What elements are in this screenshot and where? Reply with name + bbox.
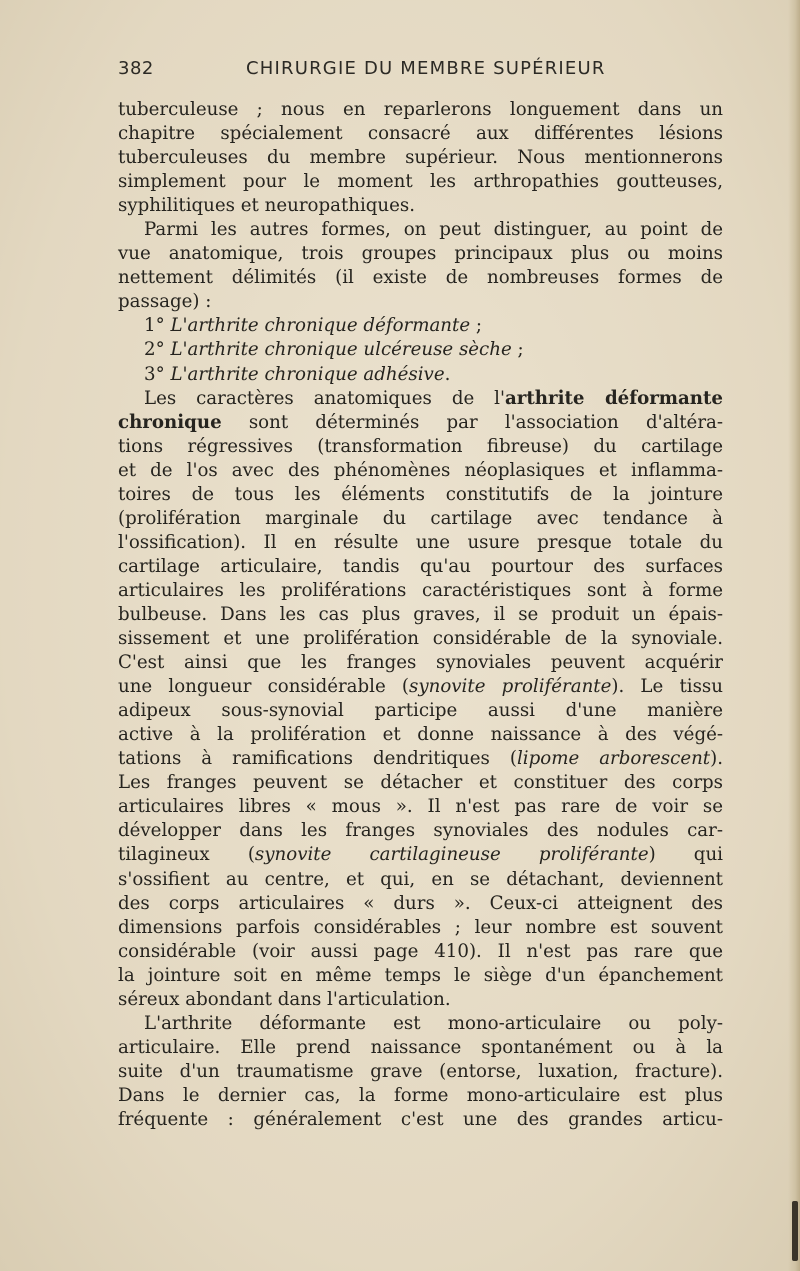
text-line: suite d'un traumatisme grave (entorse, luxation, fracture). — [118, 1060, 723, 1082]
text-run: une longueur considérable ( — [118, 676, 410, 698]
text-line — [118, 843, 723, 867]
text-line — [118, 675, 723, 699]
list-item — [118, 338, 723, 362]
list-marker: 1° — [144, 315, 171, 337]
running-head — [118, 58, 723, 86]
list-item-text: L'arthrite chronique déformante — [170, 315, 471, 337]
text-run: Les caractères anatomiques de l' — [144, 387, 505, 409]
text-run: tilagineux ( — [118, 844, 255, 866]
page-edge — [788, 0, 800, 1271]
list-item-punct: . — [444, 363, 451, 385]
text-line: articulaires libres « mous ». Il n'est pas rare de voir se — [118, 796, 723, 818]
text-line: des corps articulaires « durs ». Ceux-ci atteignent des — [118, 892, 723, 914]
text-line: (prolifération marginale du cartilage avec tendance à — [118, 507, 723, 529]
text-line: et de l'os avec des phénomènes néoplasiques et inflamma- — [118, 459, 723, 481]
text-line: la jointure soit en même temps le siège d'un épanchement — [118, 964, 723, 986]
list-item-text: L'arthrite chronique adhésive — [170, 363, 445, 385]
text-line: tuberculeuse ; nous en reparlerons longuement dans un — [118, 99, 723, 120]
text-line: active à la prolifération et donne naissance à des végé- — [118, 724, 723, 746]
page-number: 382 — [118, 58, 154, 79]
text-line — [118, 387, 723, 411]
text-line: adipeux sous-synovial participe aussi d'une manière — [118, 700, 723, 722]
text-line: simplement pour le moment les arthropathies goutteuses, — [118, 171, 723, 193]
text-line: bulbeuse. Dans les cas plus graves, il se produit un épais- — [118, 603, 723, 625]
text-line: toires de tous les éléments constitutifs de la jointure — [118, 483, 723, 505]
text-line: C'est ainsi que les franges synoviales peuvent acquérir — [118, 652, 723, 674]
list-marker: 3° — [144, 363, 171, 385]
text-line — [118, 411, 723, 435]
list-item — [118, 363, 723, 387]
text-line: l'ossification). Il en résulte une usure presque totale du — [118, 531, 723, 553]
bold-term: arthrite déformante — [505, 387, 724, 409]
text-line: sissement et une prolifération considérable de la synoviale. — [118, 628, 723, 650]
text-line: articulaire. Elle prend naissance spontanément ou à la — [118, 1036, 723, 1058]
text-line: tions régressives (transformation fibreuse) du cartilage — [118, 435, 723, 457]
text-line: Les franges peuvent se détacher et constituer des corps — [118, 772, 723, 794]
text-line: tuberculeuses du membre supérieur. Nous mentionnerons — [118, 147, 723, 169]
italic-term: synovite proliférante — [409, 676, 612, 698]
text-line: syphilitiques et neuropathiques. — [118, 195, 416, 217]
text-line: cartilage articulaire, tandis qu'au pourtour des surfaces — [118, 555, 723, 577]
text-line: fréquente : généralement c'est une des grandes articu- — [118, 1108, 723, 1130]
text-line: articulaires les proliférations caractéristiques sont à forme — [118, 579, 723, 601]
text-line: L'arthrite déformante est mono-articulaire ou poly- — [144, 1012, 723, 1034]
text-line: passage) : — [118, 291, 212, 313]
text-line: dimensions parfois considérables ; leur nombre est souvent — [118, 916, 723, 938]
text-run: ). Le tissu — [611, 676, 723, 698]
text-line: considérable (voir aussi page 410). Il n'est pas rare que — [118, 940, 723, 962]
text-run: tations à ramifications dendritiques ( — [118, 748, 517, 770]
text-line: nettement délimités (il existe de nombreuses formes de — [118, 267, 723, 289]
list-item-text: L'arthrite chronique ulcéreuse sèche — [170, 339, 512, 361]
text-line: chapitre spécialement consacré aux différentes lésions — [118, 123, 723, 145]
text-line: vue anatomique, trois groupes principaux plus ou moins — [118, 243, 723, 265]
text-line: développer dans les franges synoviales des nodules car- — [118, 820, 723, 842]
list-item — [118, 314, 723, 338]
running-head-title: CHIRURGIE DU MEMBRE SUPÉRIEUR — [246, 58, 606, 79]
italic-term: lipome arborescent — [516, 748, 711, 770]
text-line: s'ossifient au centre, et qui, en se détachant, deviennent — [118, 868, 723, 890]
text-line — [118, 747, 723, 771]
list-marker: 2° — [144, 339, 171, 361]
italic-term: synovite cartilagineuse proliférante — [254, 844, 649, 866]
text-run: sont déterminés par l'association d'altéra- — [221, 411, 723, 433]
text-run: ) qui — [648, 844, 723, 866]
list-item-punct: ; — [470, 315, 483, 337]
text-line: séreux abondant dans l'articulation. — [118, 988, 451, 1010]
text-line: Dans le dernier cas, la forme mono-articulaire est plus — [118, 1084, 723, 1106]
body-text — [118, 98, 723, 1132]
text-line: Parmi les autres formes, on peut distinguer, au point de — [144, 219, 723, 241]
edge-mark — [792, 1201, 798, 1261]
list-item-punct: ; — [511, 339, 524, 361]
bold-term: chronique — [118, 411, 222, 433]
text-run: ). — [710, 748, 723, 770]
